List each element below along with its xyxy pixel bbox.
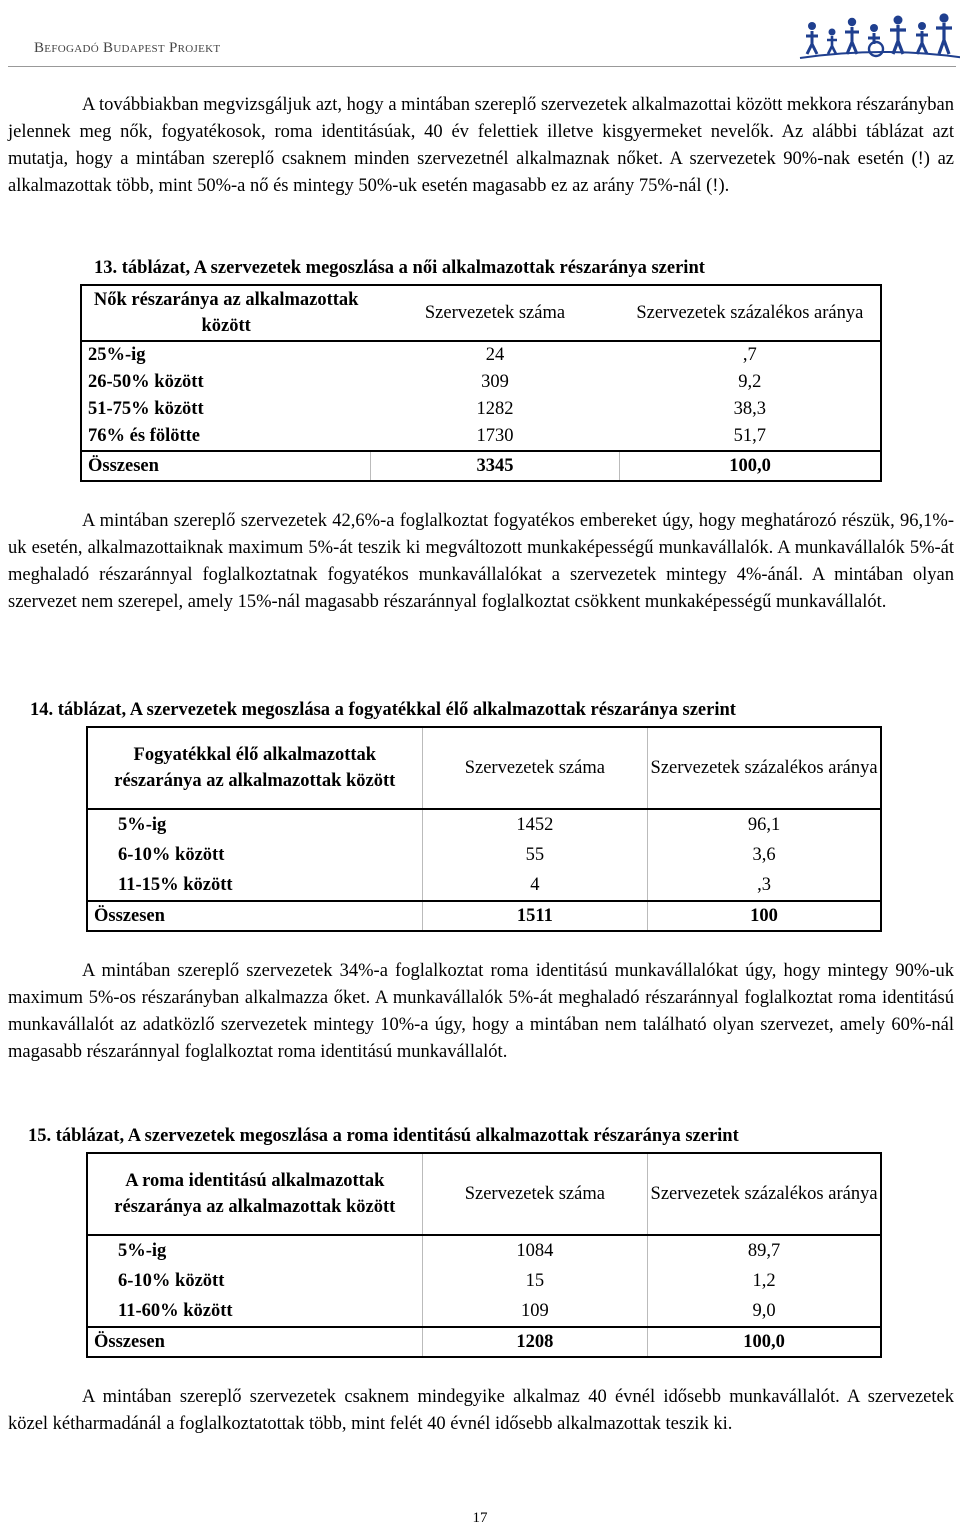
row-label: 11-60% között: [118, 1301, 233, 1321]
row-label: 76% és fölötte: [88, 426, 200, 446]
count-cell: 109: [422, 1296, 647, 1327]
roma-paragraph: A mintában szereplő szervezetek 34%-a foglalkoztat roma identitású munkavállalókat úgy, hogy mintegy 90%-uk maximum 5%-os részarányban alkalmazza őket. A munkavállalók 5%-át meghaladó részaránnyal foglalkoztat roma identitású munkavállalót az adatközlő szervezetek mintegy 10%-a úgy, hogy a mintában nem található olyan szervezet, amely 60%-nál magasabb részaránnyal foglalkoztat roma identitású munkavállalót.: [8, 961, 954, 1062]
header-cell: Szervezetek száma: [422, 1153, 647, 1235]
table15-caption: 15. táblázat, A szervezetek megoszlása a roma identitású alkalmazottak részaránya szerint: [28, 1126, 739, 1146]
count-cell: 309: [481, 372, 509, 392]
row-label: 6-10% között: [118, 845, 225, 865]
total-percent: 100,0: [648, 1327, 881, 1357]
count-cell: 24: [485, 345, 505, 365]
header-cell: Szervezetek százalékos aránya: [648, 727, 881, 809]
percent-cell: 96,1: [648, 809, 881, 840]
table-total-row: [87, 901, 881, 931]
count-cell: 15: [422, 1266, 647, 1296]
people-in-wheelchair-logo-icon: [798, 8, 960, 64]
total-count: 1511: [422, 901, 647, 931]
disability-paragraph: A mintában szereplő szervezetek 42,6%-a foglalkoztat fogyatékos embereket úgy, hogy meghatározó részük, 96,1%-uk esetén, alkalmazottaiknak maximum 5%-át teszik ki megváltozott munkaképességű munkavállalók. A munkavállalók 5%-át meghaladó részaránnyal foglalkoztatnak fogyatékos munkavállalókat a szervezetek mintegy 4%-ánál. A mintában olyan szervezet nem szerepel, amely 15%-nál magasabb részaránnyal foglalkoztat csökkent munkaképességű munkavállalót.: [8, 511, 954, 612]
percent-cell: 38,3: [733, 399, 767, 419]
count-cell: 1084: [422, 1235, 647, 1266]
row-label: 5%-ig: [118, 1241, 167, 1261]
disability-share-table: [86, 726, 882, 932]
row-label: 51-75% között: [88, 399, 204, 419]
row-label: 26-50% között: [88, 372, 204, 392]
row-label: 6-10% között: [118, 1271, 225, 1291]
table-row: [81, 423, 881, 451]
count-cell: 1730: [476, 426, 514, 446]
table-row: [87, 809, 881, 840]
percent-cell: 9,0: [648, 1296, 881, 1327]
percent-cell: 9,2: [738, 372, 762, 392]
percent-cell: 1,2: [648, 1266, 881, 1296]
count-cell: 1282: [476, 399, 514, 419]
table-header-row: [87, 1153, 881, 1235]
table-header-row: [81, 285, 881, 341]
percent-cell: 3,6: [648, 840, 881, 870]
table-total-row: [81, 451, 881, 481]
age-paragraph: A mintában szereplő szervezetek csaknem mindegyike alkalmaz 40 évnél idősebb munkavállalót. A szervezetek közel kétharmadánál a foglalkoztatottak több, mint felét 40 évnél idősebb alkalmazottak teszik ki.: [8, 1387, 954, 1434]
count-cell: 4: [422, 870, 647, 901]
header-cell: Szervezetek száma: [370, 285, 619, 341]
table-row: [81, 369, 881, 396]
header-cell: Szervezetek száma: [422, 727, 647, 809]
header-cell: Nők részaránya az alkalmazottak között: [81, 285, 370, 341]
table-row: [81, 396, 881, 423]
header-rule: [8, 66, 956, 67]
total-percent: 100: [648, 901, 881, 931]
table-row: [87, 870, 881, 901]
row-label: 11-15% között: [118, 875, 233, 895]
header-cell: A roma identitású alkalmazottak részaránya az alkalmazottak között: [87, 1153, 422, 1235]
page-number: 17: [472, 1510, 488, 1526]
row-label: 25%-ig: [88, 345, 146, 365]
total-percent: 100,0: [620, 451, 881, 481]
table-header-row: [87, 727, 881, 809]
percent-cell: ,7: [742, 345, 757, 365]
table14-caption: 14. táblázat, A szervezetek megoszlása a fogyatékkal élő alkalmazottak részaránya szerint: [30, 700, 736, 720]
intro-paragraph: A továbbiakban megvizsgáljuk azt, hogy a mintában szereplő szervezetek alkalmazottai között mekkora részarányban jelennek meg nők, fogyatékosok, roma identitásúak, 40 év felettiek illetve kisgyermeket nevelők. Az alábbi táblázat azt mutatja, hogy a mintában szereplő csaknem minden szervezetnél alkalmaznak nőket. A szervezetek 90%-nak esetén (!) az alkalmazottak több, mint 50%-a nő és mintegy 50%-uk esetén magasabb ez az arány 75%-nál (!).: [8, 95, 954, 196]
total-label: Összesen: [87, 1327, 422, 1357]
percent-cell: 89,7: [648, 1235, 881, 1266]
table-row: [87, 1296, 881, 1327]
table-row: [87, 840, 881, 870]
count-cell: 55: [422, 840, 647, 870]
table-total-row: [87, 1327, 881, 1357]
table13-caption: 13. táblázat, A szervezetek megoszlása a női alkalmazottak részaránya szerint: [94, 258, 705, 278]
total-label: Összesen: [87, 901, 422, 931]
percent-cell: 51,7: [733, 426, 767, 446]
table-row: [87, 1235, 881, 1266]
table-row: [81, 341, 881, 369]
percent-cell: ,3: [648, 870, 881, 901]
page-header: [8, 36, 956, 76]
roma-share-table: [86, 1152, 882, 1358]
total-count: 1208: [422, 1327, 647, 1357]
header-title: Befogadó Budapest Projekt: [34, 40, 221, 56]
header-cell: Szervezetek százalékos aránya: [620, 285, 881, 341]
table-row: [87, 1266, 881, 1296]
total-count: 3345: [370, 451, 619, 481]
women-share-table: [80, 284, 882, 482]
header-cell: Szervezetek százalékos aránya: [648, 1153, 881, 1235]
header-cell: Fogyatékkal élő alkalmazottak részaránya az alkalmazottak között: [87, 727, 422, 809]
count-cell: 1452: [422, 809, 647, 840]
row-label: 5%-ig: [118, 815, 167, 835]
total-label: Összesen: [81, 451, 370, 481]
